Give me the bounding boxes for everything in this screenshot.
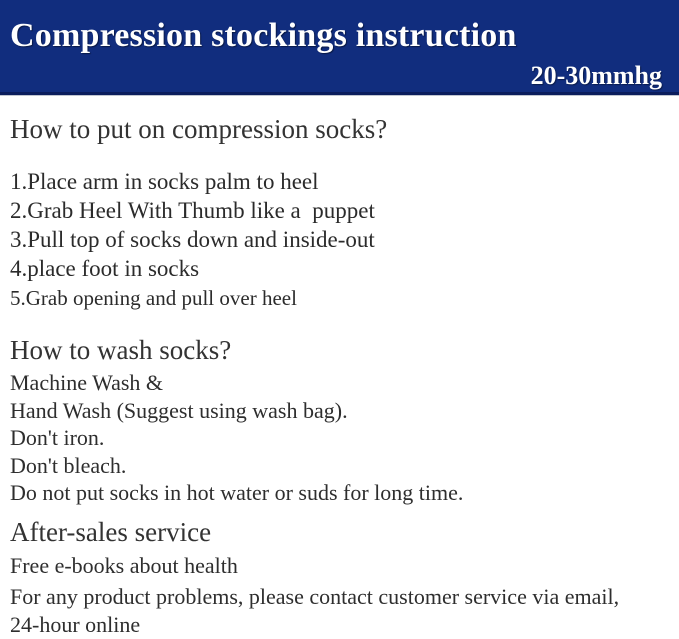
header-banner bbox=[0, 0, 679, 95]
after-sales-section-heading: After-sales service bbox=[10, 516, 212, 547]
after-sales-list bbox=[10, 552, 669, 639]
wash-line-no-hot-water: Do not put socks in hot water or suds for long time. bbox=[10, 480, 464, 505]
wash-line-no-bleach: Don't bleach. bbox=[10, 452, 127, 478]
wash-line-hand: Hand Wash (Suggest using wash bag). bbox=[10, 397, 348, 423]
wash-line-machine: Machine Wash & bbox=[10, 370, 164, 395]
put-on-section-heading: How to put on compression socks? bbox=[10, 114, 388, 144]
wash-section-heading: How to wash socks? bbox=[10, 335, 232, 365]
pressure-rating-label: 20-30mmhg bbox=[530, 61, 662, 90]
after-sales-online-line: 24-hour online bbox=[10, 611, 141, 637]
put-on-step-4: 4.place foot in socks bbox=[10, 256, 200, 281]
put-on-step-5: 5.Grab opening and pull over heel bbox=[10, 286, 297, 310]
after-sales-contact-line: For any product problems, please contact customer service via email, bbox=[10, 583, 620, 609]
wash-line-no-iron: Don't iron. bbox=[10, 425, 105, 450]
put-on-step-3: 3.Pull top of socks down and inside-out bbox=[10, 227, 375, 252]
after-sales-ebooks-line: Free e-books about health bbox=[10, 552, 238, 578]
put-on-step-1: 1.Place arm in socks palm to heel bbox=[10, 169, 319, 194]
instruction-content bbox=[0, 112, 679, 639]
page-title: Compression stockings instruction bbox=[10, 17, 517, 54]
put-on-step-2: 2.Grab Heel With Thumb like a puppet bbox=[10, 198, 375, 223]
wash-instructions-list bbox=[10, 369, 669, 507]
put-on-steps-list bbox=[10, 167, 669, 313]
